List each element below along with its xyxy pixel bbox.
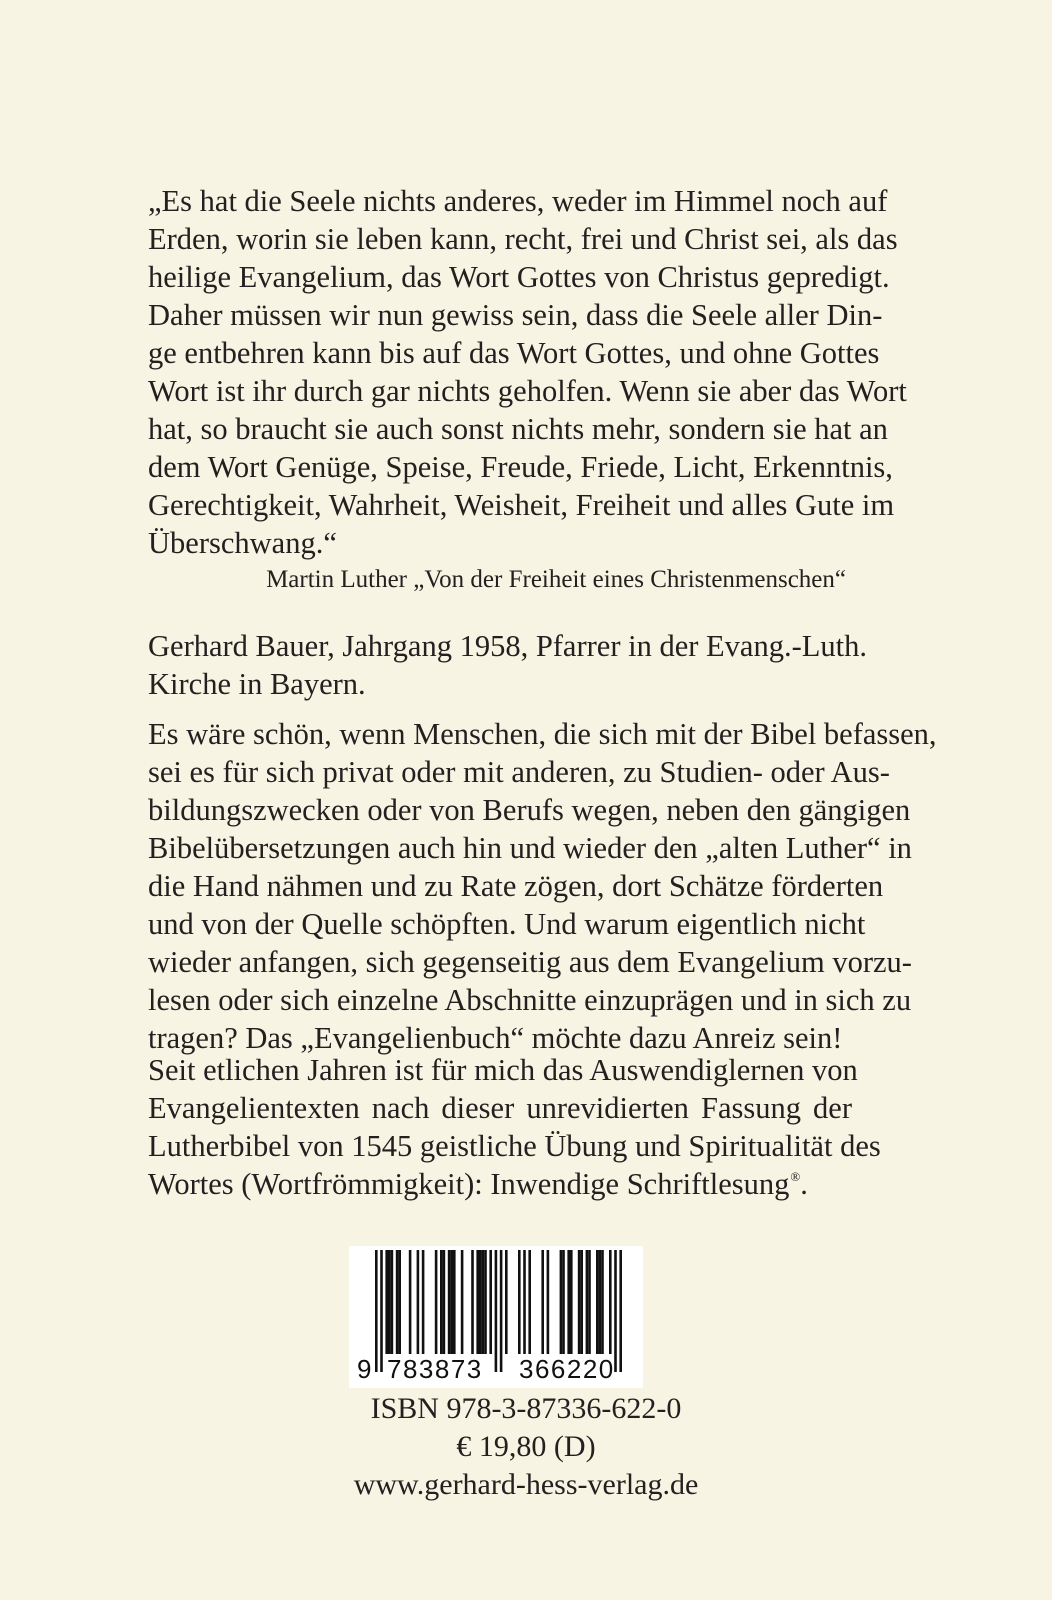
barcode-bar [417,1250,420,1354]
quote-line: Erden, worin sie leben kann, recht, frei und Christ sei, als das [148,222,898,256]
barcode-bar [476,1250,479,1354]
barcode-bar [523,1250,526,1354]
price: € 19,80 (D) [456,1430,596,1463]
barcode-bar [518,1250,521,1354]
barcode-right-digits: 366220 [519,1354,615,1384]
barcode-bar [435,1250,438,1354]
barcode-bar [560,1250,563,1354]
paragraph-line: Seit etlichen Jahren ist für mich das Auswendiglernen von [148,1053,858,1087]
paragraph-line: Evangelientexten nach dieser unrevidierten Fassung der [148,1091,852,1125]
barcode-bar [495,1250,498,1372]
paragraph-line: Es wäre schön, wenn Menschen, die sich mit der Bibel befassen, [148,717,937,751]
barcode-left-digits: 783873 [387,1354,483,1384]
barcode-bar [443,1250,446,1354]
barcode-bar [570,1250,573,1354]
barcode-bar [440,1250,443,1354]
barcode-bar [619,1250,622,1372]
barcode-bar [541,1250,544,1354]
paragraph-line: und von der Quelle schöpften. Und warum eigentlich nicht [148,907,866,941]
paragraph-line: tragen? Das „Evangelienbuch“ möchte dazu Anreiz sein! [148,1021,843,1055]
barcode-bar [385,1250,388,1354]
barcode-bar [461,1250,464,1354]
paragraph-line: die Hand nähmen und zu Rate zögen, dort Schätze förderten [148,869,884,903]
barcode-bar [375,1250,378,1372]
barcode-bar [448,1250,451,1354]
quote-line: Wort ist ihr durch gar nichts geholfen. Wenn sie aber das Wort [148,374,907,408]
paragraph-line: Wortes (Wortfrömmigkeit): Inwendige Schriftlesung®. [148,1167,808,1201]
barcode [349,1246,643,1388]
barcode-bar [500,1250,503,1372]
barcode-bar [601,1250,604,1354]
barcode-bar [482,1250,485,1354]
quote-attribution: Martin Luther „Von der Freiheit eines Christenmenschen“ [266,566,846,593]
paragraph-line: wieder anfangen, sich gegenseitig aus dem Evangelium vorzu- [148,945,912,979]
paragraph-line: sei es für sich privat oder mit anderen, zu Studien- oder Aus- [148,755,890,789]
barcode-bar [450,1250,453,1354]
barcode-bar [586,1250,589,1354]
quote-line: dem Wort Genüge, Speise, Freude, Friede, Licht, Erkenntnis, [148,450,893,484]
quote-line: ge entbehren kann bis auf das Wort Gottes, und ohne Gottes [148,336,880,370]
bio-line: Kirche in Bayern. [148,667,366,701]
barcode-bar [422,1250,425,1354]
barcode-bar [484,1250,487,1354]
paragraph-line: lesen oder sich einzelne Abschnitte einzuprägen und in sich zu [148,983,912,1017]
barcode-first-digit: 9 [357,1354,372,1384]
barcode-bar [388,1250,391,1354]
barcode-bar [547,1250,550,1354]
barcode-bar [578,1250,581,1354]
quote-line: „Es hat die Seele nichts anderes, weder im Himmel noch auf [148,184,888,218]
isbn: ISBN 978-3-87336-622-0 [370,1392,682,1425]
barcode-bar [489,1250,492,1354]
barcode-bar [471,1250,474,1354]
barcode-bar [528,1250,531,1354]
publisher-website[interactable]: www.gerhard-hess-verlag.de [353,1468,699,1501]
barcode-bar [580,1250,583,1354]
barcode-bar [596,1250,599,1354]
quote-line: Daher müssen wir nun gewiss sein, dass die Seele aller Din- [148,298,883,332]
paragraph-line: Bibelübersetzungen auch hin und wieder den „alten Luther“ in [148,831,912,865]
barcode-bar [609,1250,612,1354]
quote-line: hat, so braucht sie auch sonst nichts mehr, sondern sie hat an [148,412,888,446]
barcode-bar [398,1250,401,1354]
barcode-bar [409,1250,412,1354]
barcode-bar [599,1250,602,1354]
quote-line: Überschwang.“ [148,526,337,560]
barcode-bar [505,1250,508,1354]
quote-line: heilige Evangelium, das Wort Gottes von Christus gepredigt. [148,260,890,294]
paragraph-line: Lutherbibel von 1545 geistliche Übung und Spiritualität des [148,1129,881,1163]
quote-line: Gerechtigkeit, Wahrheit, Weisheit, Freiheit und alles Gute im [148,488,895,522]
barcode-bar [562,1250,565,1354]
barcode-bar [567,1250,570,1354]
paragraph-line: bildungszwecken oder von Berufs wegen, neben den gängigen [148,793,911,827]
registered-mark: ® [790,1169,801,1184]
bio-line: Gerhard Bauer, Jahrgang 1958, Pfarrer in der Evang.-Luth. [148,629,867,663]
barcode-bar [588,1250,591,1354]
barcode-bar [453,1250,456,1354]
barcode-bar [479,1250,482,1354]
barcode-bar [396,1250,399,1354]
barcode-bar [391,1250,394,1354]
barcode-bar [380,1250,383,1372]
